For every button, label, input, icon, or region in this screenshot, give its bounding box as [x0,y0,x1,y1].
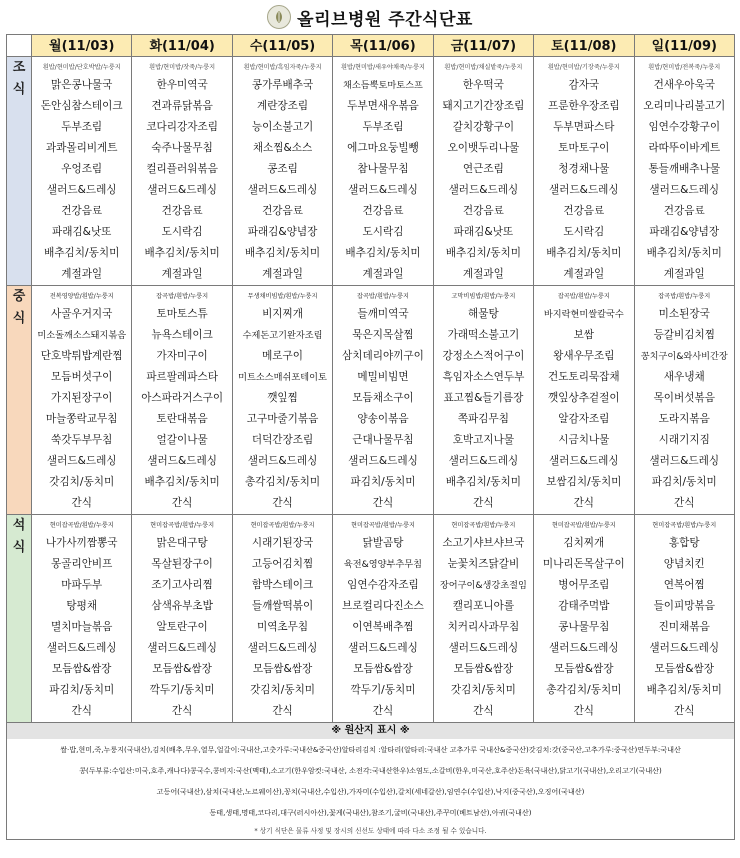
menu-body [7,57,735,723]
menu-item: 계절과일 [663,268,705,280]
menu-cell [132,286,232,515]
day-header: 수(11/05) [232,35,332,57]
rice-option: 고막비빔밥/흰밥/누룽지 [451,293,516,300]
day-header: 목(11/06) [333,35,433,57]
menu-item: 감태주먹밥 [558,600,610,612]
menu-item: 간식 [573,705,595,717]
menu-item: 두부조림 [362,121,404,133]
menu-item: 보쌈 [573,329,595,341]
menu-item: 깻잎찜 [267,392,298,404]
menu-item: 뉴욕스테이크 [151,329,213,341]
menu-item: 한우떡국 [462,79,504,91]
meal-label-char: 식 [12,540,26,555]
menu-item: 가래떡소불고기 [447,329,520,341]
menu-item: 아스파라거스구이 [141,392,224,404]
hospital-logo-icon [267,5,291,29]
menu-item: 갓김치/동치미 [49,476,115,488]
menu-item: 치커리사과무침 [447,621,520,633]
menu-item: 모듬쌈&쌈장 [252,663,313,675]
menu-item: 샐러드&드레싱 [147,184,217,196]
menu-item: 건강음료 [563,205,605,217]
weekly-menu-table [6,34,735,840]
rice-option: 잡곡밥/흰밥/누룽지 [658,293,711,300]
meal-label-char: 식 [12,311,26,326]
menu-item: 건강음료 [262,205,304,217]
menu-item: 닭발곰탕 [362,537,404,549]
menu-item: 강정소스적어구이 [442,350,525,362]
menu-item: 소고기샤브샤브국 [442,537,525,549]
menu-cell [32,57,132,286]
menu-item: 간식 [372,705,394,717]
menu-item: 미나리돈목살구이 [542,558,625,570]
menu-item: 샐러드&드레싱 [548,642,619,654]
menu-item: 왕새우무조림 [553,350,615,362]
menu-item: 임연수강황구이 [648,121,721,133]
menu-item: 들이피망볶음 [653,600,715,612]
menu-item: 마늘쫑락교무침 [45,413,118,425]
menu-item: 브로컬리다진소스 [342,600,424,612]
menu-cell [433,57,533,286]
menu-item: 건강음료 [362,205,404,217]
menu-item: 돼지고기간장조림 [442,100,525,112]
menu-cell [232,286,332,515]
menu-item: 파래김&낫또 [453,226,514,238]
menu-item: 샐러드&드레싱 [247,642,318,654]
breakfast-label [7,57,32,286]
meal-label-char: 조 [12,60,26,75]
rice-option: 흰밥/현미밥/전복죽/누룽지 [648,64,721,71]
menu-cell [534,515,634,723]
menu-item: 알토란구이 [156,621,208,633]
menu-cell [634,57,734,286]
menu-item: 샐러드&드레싱 [348,455,418,467]
menu-item: 건강음료 [462,205,504,217]
menu-item: 오이뱃두리나물 [447,142,520,154]
rice-option: 현미잡곡밥/흰밥/누룽지 [451,522,516,529]
menu-cell [433,515,533,723]
menu-item: 메밀비빔면 [357,371,409,383]
menu-item: 꽁치구이&와사비간장 [640,351,728,362]
menu-item: 들깨쌀떡볶이 [251,600,314,612]
menu-item: 도시락김 [362,226,404,238]
menu-item: 새우냉채 [663,371,705,383]
menu-item: 갈치강황구이 [452,121,515,133]
day-header: 일(11/09) [634,35,734,57]
menu-item: 호박고지나물 [452,434,515,446]
menu-item: 모듬쌈&쌈장 [654,663,714,675]
menu-item: 총각김치/동치미 [546,684,622,696]
menu-item: 샐러드&드레싱 [348,642,418,654]
menu-item: 돈안심참스테이크 [40,100,123,112]
menu-item: 모듬쌈&쌈장 [453,663,514,675]
page-title: 올리브병원 주간식단표 [297,9,473,30]
lunch-label [7,286,32,515]
menu-item: 두부면파스타 [553,121,615,133]
menu-item: 가자미구이 [156,350,208,362]
menu-item: 단호박튀밥계란찜 [40,350,123,362]
menu-item: 고구마줄기볶음 [246,413,319,425]
menu-item: 샐러드&드레싱 [649,642,720,654]
menu-item: 시래기된장국 [251,537,314,549]
menu-item: 콩가루배추국 [251,79,314,91]
menu-item: 토마토스튜 [156,308,208,320]
menu-item: 파르팔레파스타 [146,371,218,383]
menu-item: 모듬채소구이 [352,392,414,404]
day-header: 월(11/03) [32,35,132,57]
menu-cell [534,286,634,515]
menu-item: 계절과일 [362,268,404,280]
menu-item: 바지락현미쌀칼국수 [543,309,624,320]
menu-item: 샐러드&드레싱 [448,455,519,467]
menu-item: 샐러드&드레싱 [46,455,117,467]
menu-item: 임연수감자조림 [347,579,419,591]
menu-item: 얼갈이나물 [156,434,208,446]
menu-item: 참나물무침 [357,163,409,175]
menu-item: 시금치나물 [558,434,610,446]
menu-item: 알감자조림 [558,413,610,425]
rice-option: 흰밥/현미밥/새우야채죽/누룽지 [340,64,425,71]
rice-option: 현미잡곡밥/흰밥/누룽지 [551,522,616,529]
menu-item: 탕평채 [66,600,98,612]
menu-cell [232,515,332,723]
menu-item: 쪽파김무침 [457,413,509,425]
menu-item: 도시락김 [563,226,605,238]
dinner-label [7,515,32,723]
menu-item: 연근조림 [462,163,504,175]
menu-item: 간식 [272,497,293,509]
menu-item: 샐러드&드레싱 [448,184,519,196]
menu-item: 연복어찜 [663,579,705,591]
menu-item: 미소된장국 [658,308,710,320]
menu-item: 캘리포니아롤 [452,600,515,612]
rice-option: 무생채비빔밥/흰밥/누룽지 [247,293,318,300]
menu-item: 감자국 [568,79,600,91]
rice-option: 흰밥/현미밥/단호박밥/누룽지 [42,64,121,71]
menu-item: 미역초무침 [256,621,309,633]
menu-item: 육전&영양부추무침 [343,559,423,570]
menu-item: 파래김&양념장 [649,226,720,238]
menu-item: 간식 [573,497,595,509]
menu-item: 채소찜&소스 [252,142,313,154]
menu-cell [333,286,433,515]
menu-item: 배추김치/동치미 [345,247,421,259]
menu-item: 배추김치/동치미 [445,476,521,488]
menu-item: 비지찌개 [262,308,304,320]
menu-item: 등갈비김치찜 [653,329,715,341]
menu-item: 샐러드&드레싱 [548,184,619,196]
day-header: 토(11/08) [534,35,634,57]
menu-item: 깻잎상추겉절이 [548,392,620,404]
menu-item: 보쌈김치/동치미 [546,476,622,488]
menu-item: 파김치/동치미 [350,476,416,488]
menu-item: 간식 [473,497,494,509]
rice-option: 현미잡곡밥/흰밥/누룽지 [250,522,315,529]
menu-item: 토란대볶음 [156,413,208,425]
menu-cell [132,57,232,286]
menu-item: 토마토구이 [558,142,610,154]
menu-cell [232,57,332,286]
menu-cell [433,286,533,515]
menu-item: 사골우거지국 [51,308,113,320]
menu-item: 두부조림 [61,121,103,133]
menu-item: 계란장조림 [256,100,309,112]
menu-item: 깍두기/동치미 [350,684,416,696]
menu-item: 샐러드&드레싱 [147,642,217,654]
menu-item: 계절과일 [161,268,203,280]
menu-item: 삼치데리야끼구이 [342,350,424,362]
menu-item: 배추김치/동치미 [445,247,521,259]
lunch-row [7,286,735,515]
origin-heading: ※ 원산지 표시 ※ [7,723,734,739]
menu-cell [634,286,734,515]
menu-item: 간식 [71,705,92,717]
meal-label-char: 식 [12,82,26,97]
menu-item: 깍두기/동치미 [149,684,215,696]
menu-item: 라따뚜이바게트 [648,142,721,154]
menu-item: 흑임자소스연두부 [442,371,525,383]
menu-item: 샐러드&드레싱 [348,184,418,196]
menu-item: 샐러드&드레싱 [649,184,720,196]
menu-item: 파김치/동치미 [651,476,717,488]
menu-item: 샐러드&드레싱 [147,455,217,467]
menu-item: 배추김치/동치미 [44,247,120,259]
menu-item: 시래기지짐 [658,434,710,446]
menu-item: 능이소불고기 [251,121,314,133]
menu-item: 모듬쌈&쌈장 [51,663,112,675]
menu-item: 프룬한우장조림 [548,100,620,112]
origin-section [7,723,735,840]
rice-option: 흰밥/현미밥/잣죽/누룽지 [149,64,216,71]
menu-item: 멸치마늘볶음 [51,621,113,633]
menu-item: 도시락김 [161,226,203,238]
menu-cell [132,515,232,723]
menu-item: 배추김치/동치미 [244,247,321,259]
menu-item: 김치찌개 [563,537,605,549]
origin-line: 동태,생태,명태,코다리,대구(러시아산),꽃게(국내산),참조기,굴비(국내산),주꾸미(베트남산),아귀(국내산) [209,808,532,817]
menu-item: 계절과일 [262,268,304,280]
menu-item: 샐러드&드레싱 [649,455,720,467]
menu-item: 마파두부 [61,579,103,591]
dinner-row [7,515,735,723]
menu-item: 콩조림 [267,163,298,175]
menu-item: 파김치/동치미 [49,684,115,696]
menu-item: 장어구이&생강초절임 [439,580,527,591]
day-header: 화(11/04) [132,35,232,57]
menu-item: 건강음료 [61,205,103,217]
menu-item: 배추김치/동치미 [546,247,622,259]
menu-item: 숙주나물무침 [151,142,213,154]
day-header-row [7,35,735,57]
menu-item: 간식 [171,497,193,509]
rice-option: 흰밥/현미밥/채실밭죽/누룽지 [444,64,523,71]
menu-cell [333,515,433,723]
menu-item: 간식 [272,705,293,717]
menu-item: 배추김치/동치미 [144,247,220,259]
menu-item: 홍합탕 [668,537,700,549]
menu-item: 에그마요둥빌뺑 [347,142,419,154]
menu-item: 모듬버섯구이 [51,371,113,383]
menu-item: 고등어김치찜 [251,558,314,570]
rice-option: 현미잡곡밥/흰밥/누룽지 [652,522,717,529]
origin-line: 쌀·밥,현미,죽,누룽지(국내산),김치(배추,무우,열무,얼갈이:국내산,고춧가루:국내산&중국산)알타리김치 :알타리(알타리:국내산 고추가루 국내산&중국산)갓김치:갓(중국산,고추가루:중국산)연두부:국내산 [60,745,681,754]
menu-item: 양송이볶음 [357,413,409,425]
rice-option: 흰밥/현미밥/기장죽/누룽지 [547,64,620,71]
menu-item: 몽골리안비프 [51,558,113,570]
menu-item: 건강음료 [663,205,705,217]
menu-item: 건새우아욱국 [653,79,715,91]
menu-item: 간식 [372,497,394,509]
rice-option: 현미잡곡밥/흰밥/누룽지 [351,522,415,529]
menu-item: 샐러드&드레싱 [46,184,117,196]
menu-item: 목살된장구이 [151,558,213,570]
rice-option: 전복영양밥/흰밥/누룽지 [49,293,114,300]
menu-item: 진미채볶음 [658,621,710,633]
menu-item: 배추김치/동치미 [144,476,220,488]
menu-item: 메로구이 [262,350,304,362]
menu-item: 삼색유부초밥 [151,600,213,612]
menu-item: 간식 [674,497,695,509]
menu-item: 계절과일 [462,268,504,280]
rice-option: 잡곡밥/흰밥/누룽지 [156,293,209,300]
menu-item: 계절과일 [61,268,103,280]
menu-item: 콩나물무침 [558,621,610,633]
menu-item: 간식 [171,705,193,717]
menu-item: 코다리강자조림 [146,121,218,133]
menu-item: 모듬쌈&쌈장 [554,663,614,675]
menu-item: 건도토리묵잡채 [548,371,620,383]
menu-item: 쑥갓두부무침 [51,434,113,446]
menu-item: 조기고사리찜 [151,579,213,591]
menu-item: 묵은지목살찜 [352,329,414,341]
title-bar [0,0,740,34]
menu-item: 함박스테이크 [251,579,314,591]
origin-row [7,723,735,840]
menu-item: 청경채나물 [558,163,610,175]
day-header: 금(11/07) [433,35,533,57]
menu-item: 수제돈고기완자조림 [242,330,323,341]
menu-cell [32,515,132,723]
menu-item: 샐러드&드레싱 [448,642,519,654]
origin-line: 콩(두부류:수입산:미국,호주,캐나다)콩국수,콩비지:국산(맥태),소고기(한우암컷:국내산, 소전각:국내산한우)소염도,소갈비(한우,미국산,호주산)돈육(국내산),닭고기(국내산),오리고기(국내산) [79,766,662,775]
menu-item: 갓김치/동치미 [450,684,516,696]
menu-item: 병어무조림 [558,579,610,591]
menu-item: 샐러드&드레싱 [548,455,619,467]
menu-item: 나가사끼짬뽕국 [45,537,118,549]
menu-item: 배추김치/동치미 [646,247,722,259]
menu-item: 샐러드&드레싱 [247,455,318,467]
rice-option: 현미잡곡밥/흰밥/누룽지 [49,522,114,529]
menu-item: 파래김&양념장 [247,226,318,238]
menu-item: 눈꽃치즈닭갈비 [447,558,520,570]
menu-item: 우엉조림 [61,163,103,175]
menu-item: 두부면새우볶음 [347,100,419,112]
menu-item: 갓김치/동치미 [250,684,316,696]
menu-item: 샐러드&드레싱 [46,642,117,654]
menu-item: 모듬쌈&쌈장 [353,663,413,675]
menu-item: 총각김치/동치미 [244,476,321,488]
meal-label-char: 석 [12,518,26,533]
menu-item: 모듬쌈&쌈장 [152,663,212,675]
menu-cell [634,515,734,723]
meal-label-char: 중 [12,289,26,304]
menu-item: 목이버섯볶음 [653,392,715,404]
menu-item: 도라지볶음 [658,413,710,425]
menu-item: 통들깨배추나물 [648,163,721,175]
menu-cell [333,57,433,286]
rice-option: 흰밥/현미밥/흑임자죽/누룽지 [243,64,322,71]
footnote: * 상기 식단은 물류 사정 및 장시의 신선도 상태에 따라 다소 조정 될 수 있습니다. [254,827,487,835]
menu-item: 미소돌깨소스돼지볶음 [37,330,127,341]
rice-option: 현미잡곡밥/흰밥/누룽지 [150,522,215,529]
menu-item: 맑은콩나물국 [51,79,113,91]
menu-cell [32,286,132,515]
menu-item: 간식 [71,497,92,509]
menu-item: 과콰몰리비게트 [45,142,118,154]
menu-item: 건강음료 [161,205,203,217]
menu-item: 미트소스매쉬포테이토 [238,372,327,383]
menu-item: 양념치킨 [663,558,705,570]
rice-option: 잡곡밥/흰밥/누룽지 [356,293,409,300]
menu-item: 오리미나리불고기 [643,100,726,112]
menu-item: 표고찜&들기름장 [443,392,524,404]
menu-cell [534,57,634,286]
menu-item: 맑은대구탕 [156,537,208,549]
corner-cell [7,35,32,57]
menu-item: 계절과일 [563,268,605,280]
breakfast-row [7,57,735,286]
menu-item: 한우미역국 [156,79,208,91]
menu-item: 해물탕 [468,308,499,320]
menu-item: 근대나물무침 [352,434,414,446]
menu-item: 들깨미역국 [357,308,409,320]
menu-item: 간식 [674,705,695,717]
menu-item: 채소듬뿍토마토스프 [343,80,423,91]
menu-item: 견과류닭볶음 [151,100,213,112]
menu-item: 더덕간장조림 [251,434,314,446]
menu-item: 가지된장구이 [51,392,113,404]
menu-item: 배추김치/동치미 [646,684,722,696]
menu-item: 컬리플러워볶음 [146,163,218,175]
rice-option: 잡곡밥/흰밥/누룽지 [557,293,610,300]
menu-item: 파래김&낫또 [51,226,112,238]
menu-item: 간식 [473,705,494,717]
menu-item: 샐러드&드레싱 [247,184,318,196]
origin-line: 고등어(국내산),삼치(국내산,노르웨이산),꽁치(국내산,수입산),가자미(수입산),갈치(세네갈산),임연수(수입산),낙지(중국산),오징어(국내산) [156,787,585,796]
menu-item: 이연복배추찜 [352,621,414,633]
